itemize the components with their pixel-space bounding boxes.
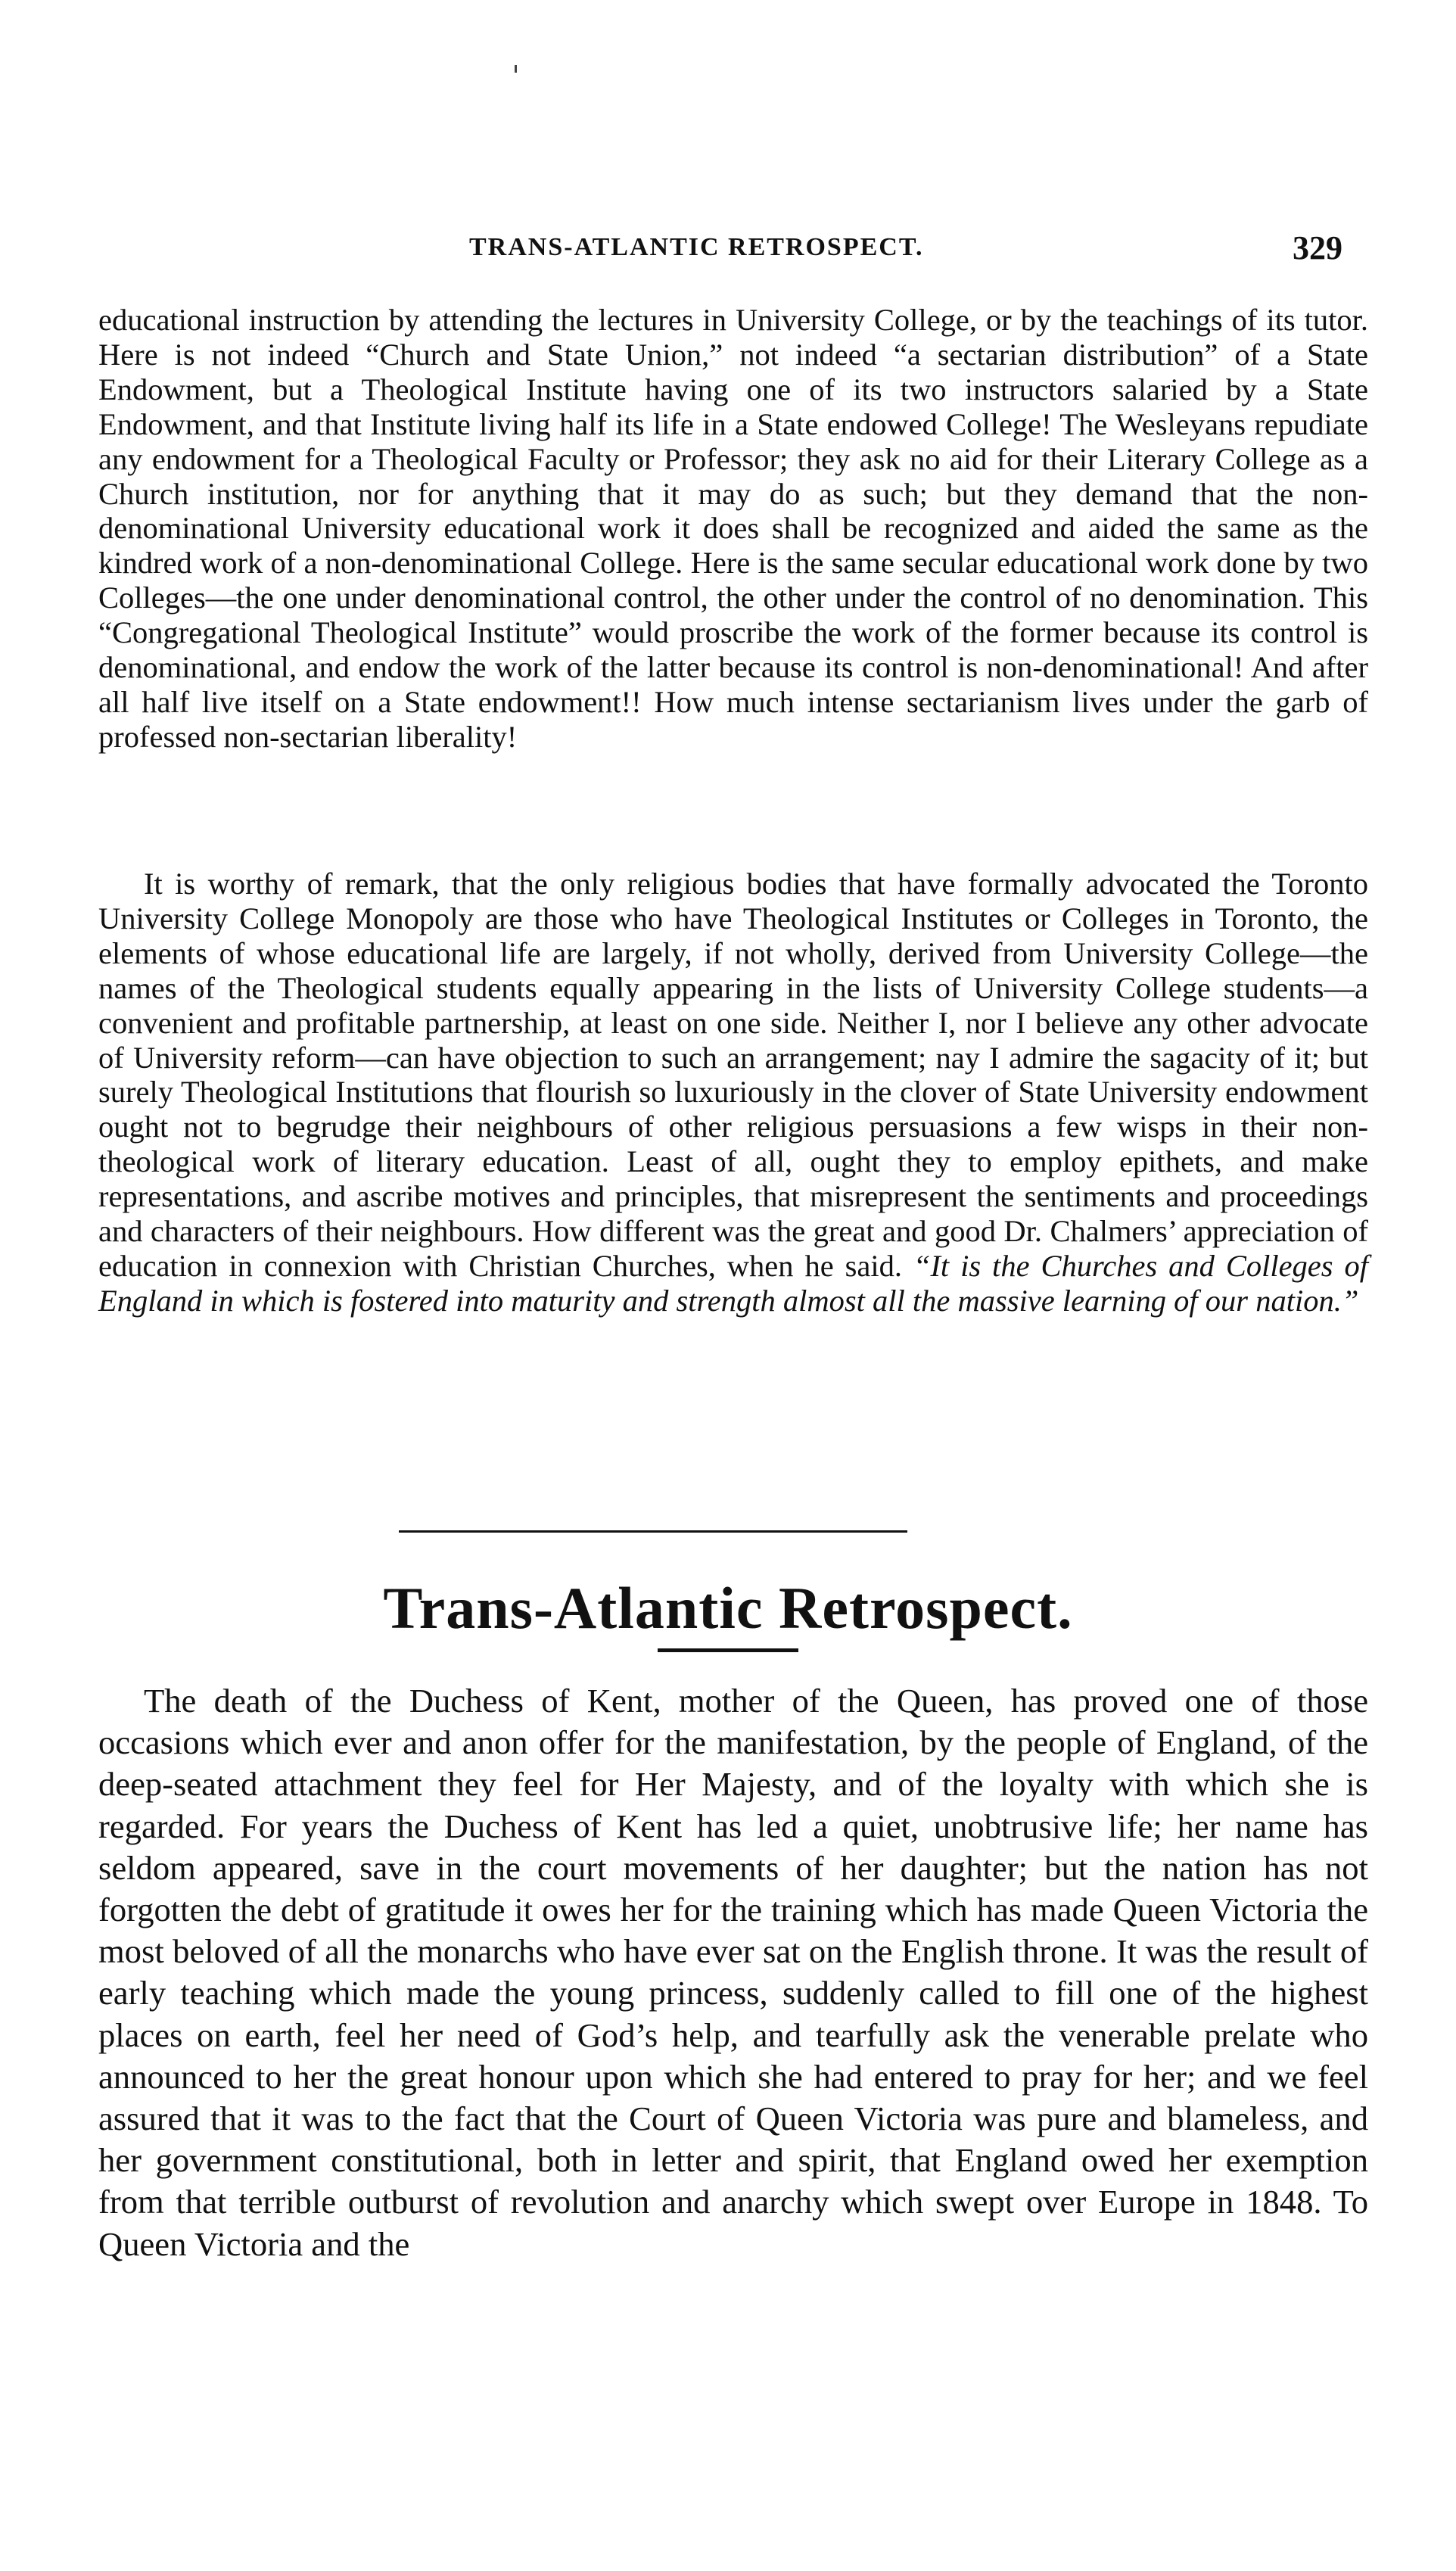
title-underline	[658, 1648, 798, 1652]
article-paragraph: The death of the Duchess of Kent, mother of the Queen, has proved one of those occasions which ever and anon offer for the manifestation, by the people of England, of the deep-seated attachment they feel for Her Majesty, and of the loyalty with which she is regarded. For years the Duchess of Kent has led a quiet, unobtrusive life; her name has seldom appeared, save in the court movements of her daughter; but the nation has not forgotten the debt of gratitude it owes her for the training which has made Queen Victoria the most beloved of all the monarchs who have ever sat on the English throne. It was the result of early teaching which made the young princess, suddenly called to fill one of the highest places on earth, feel her need of God’s help, and tearfully ask the venerable prelate who announced to her the great honour upon which she had entered to pray for her; and we feel assured that it was to the fact that the Court of Queen Victoria was pure and blameless, and her government constitutional, both in letter and spirit, that England owed her exemption from that terrible outburst of revolution and anarchy which swept over Europe in 1848. To Queen Victoria and the	[98, 1682, 1368, 2263]
page-number: 329	[1293, 229, 1342, 266]
remark-paragraph	[98, 867, 1368, 1318]
continued-paragraph: educational instruction by attending the lectures in University College, or by the teachings of its tutor. Here is not indeed “Church and State Union,” not indeed “a sectarian distribution” of a State Endowment, but a Theological Institute having one of its two instructors salaried by a State Endowment, and that Institute living half its life in a State endowed College! The Wesleyans repudiate any endowment for a Theological Faculty or Professor; they ask no aid for their Literary College as a Church institution, nor for anything that it may do as such; but they demand that the non-denominational University educational work it does shall be recognized and aided the same as the kindred work of a non-denominational College. Here is the same secular educational work done by two Colleges—the one under denominational control, the other under the control of no denomination. This “Congregational Theological Institute” would proscribe the work of the former because its control is denominational, and endow the work of the latter because its control is non-denominational! And after all half live itself on a State endowment!! How much intense sectarianism lives under the garb of professed non-sectarian liberality!	[98, 303, 1368, 754]
chalmers-quote: “It is the Churches and Colleges of England in which is fostered into maturity and strength almost all the massive learning of our nation.”	[98, 1248, 1368, 1318]
remark-paragraph-text: It is worthy of remark, that the only religious bodies that have formally advocated the Toronto University College Monopoly are those who have Theological Institutes or Colleges in Toronto, the elements of whose educational life are largely, if not wholly, derived from University College—the names of the Theological students equally appearing in the lists of University College students—a convenient and profitable partnership, at least on one side. Neither I, nor I believe any other advocate of University reform—can have objection to such an arrangement; nay I admire the sagacity of it; but surely Theological Institutions that flourish so luxuriously in the clover of State University endowment ought not to begrudge their neighbours of other religious persuasions a few wisps in their non-theological work of literary education. Least of all, ought they to employ epithets, and make representations, and ascribe motives and principles, that misrepresent the sentiments and proceedings and characters of their neighbours. How different was the great and good Dr. Chalmers’ appreciation of education in connexion with Christian Churches, when he said.	[98, 867, 1368, 1283]
running-head	[0, 229, 1456, 271]
running-title: TRANS-ATLANTIC RETROSPECT.	[469, 233, 924, 261]
print-speck	[515, 65, 517, 73]
article-title: Trans-Atlantic Retrospect.	[383, 1575, 1073, 1641]
section-divider	[399, 1530, 907, 1533]
